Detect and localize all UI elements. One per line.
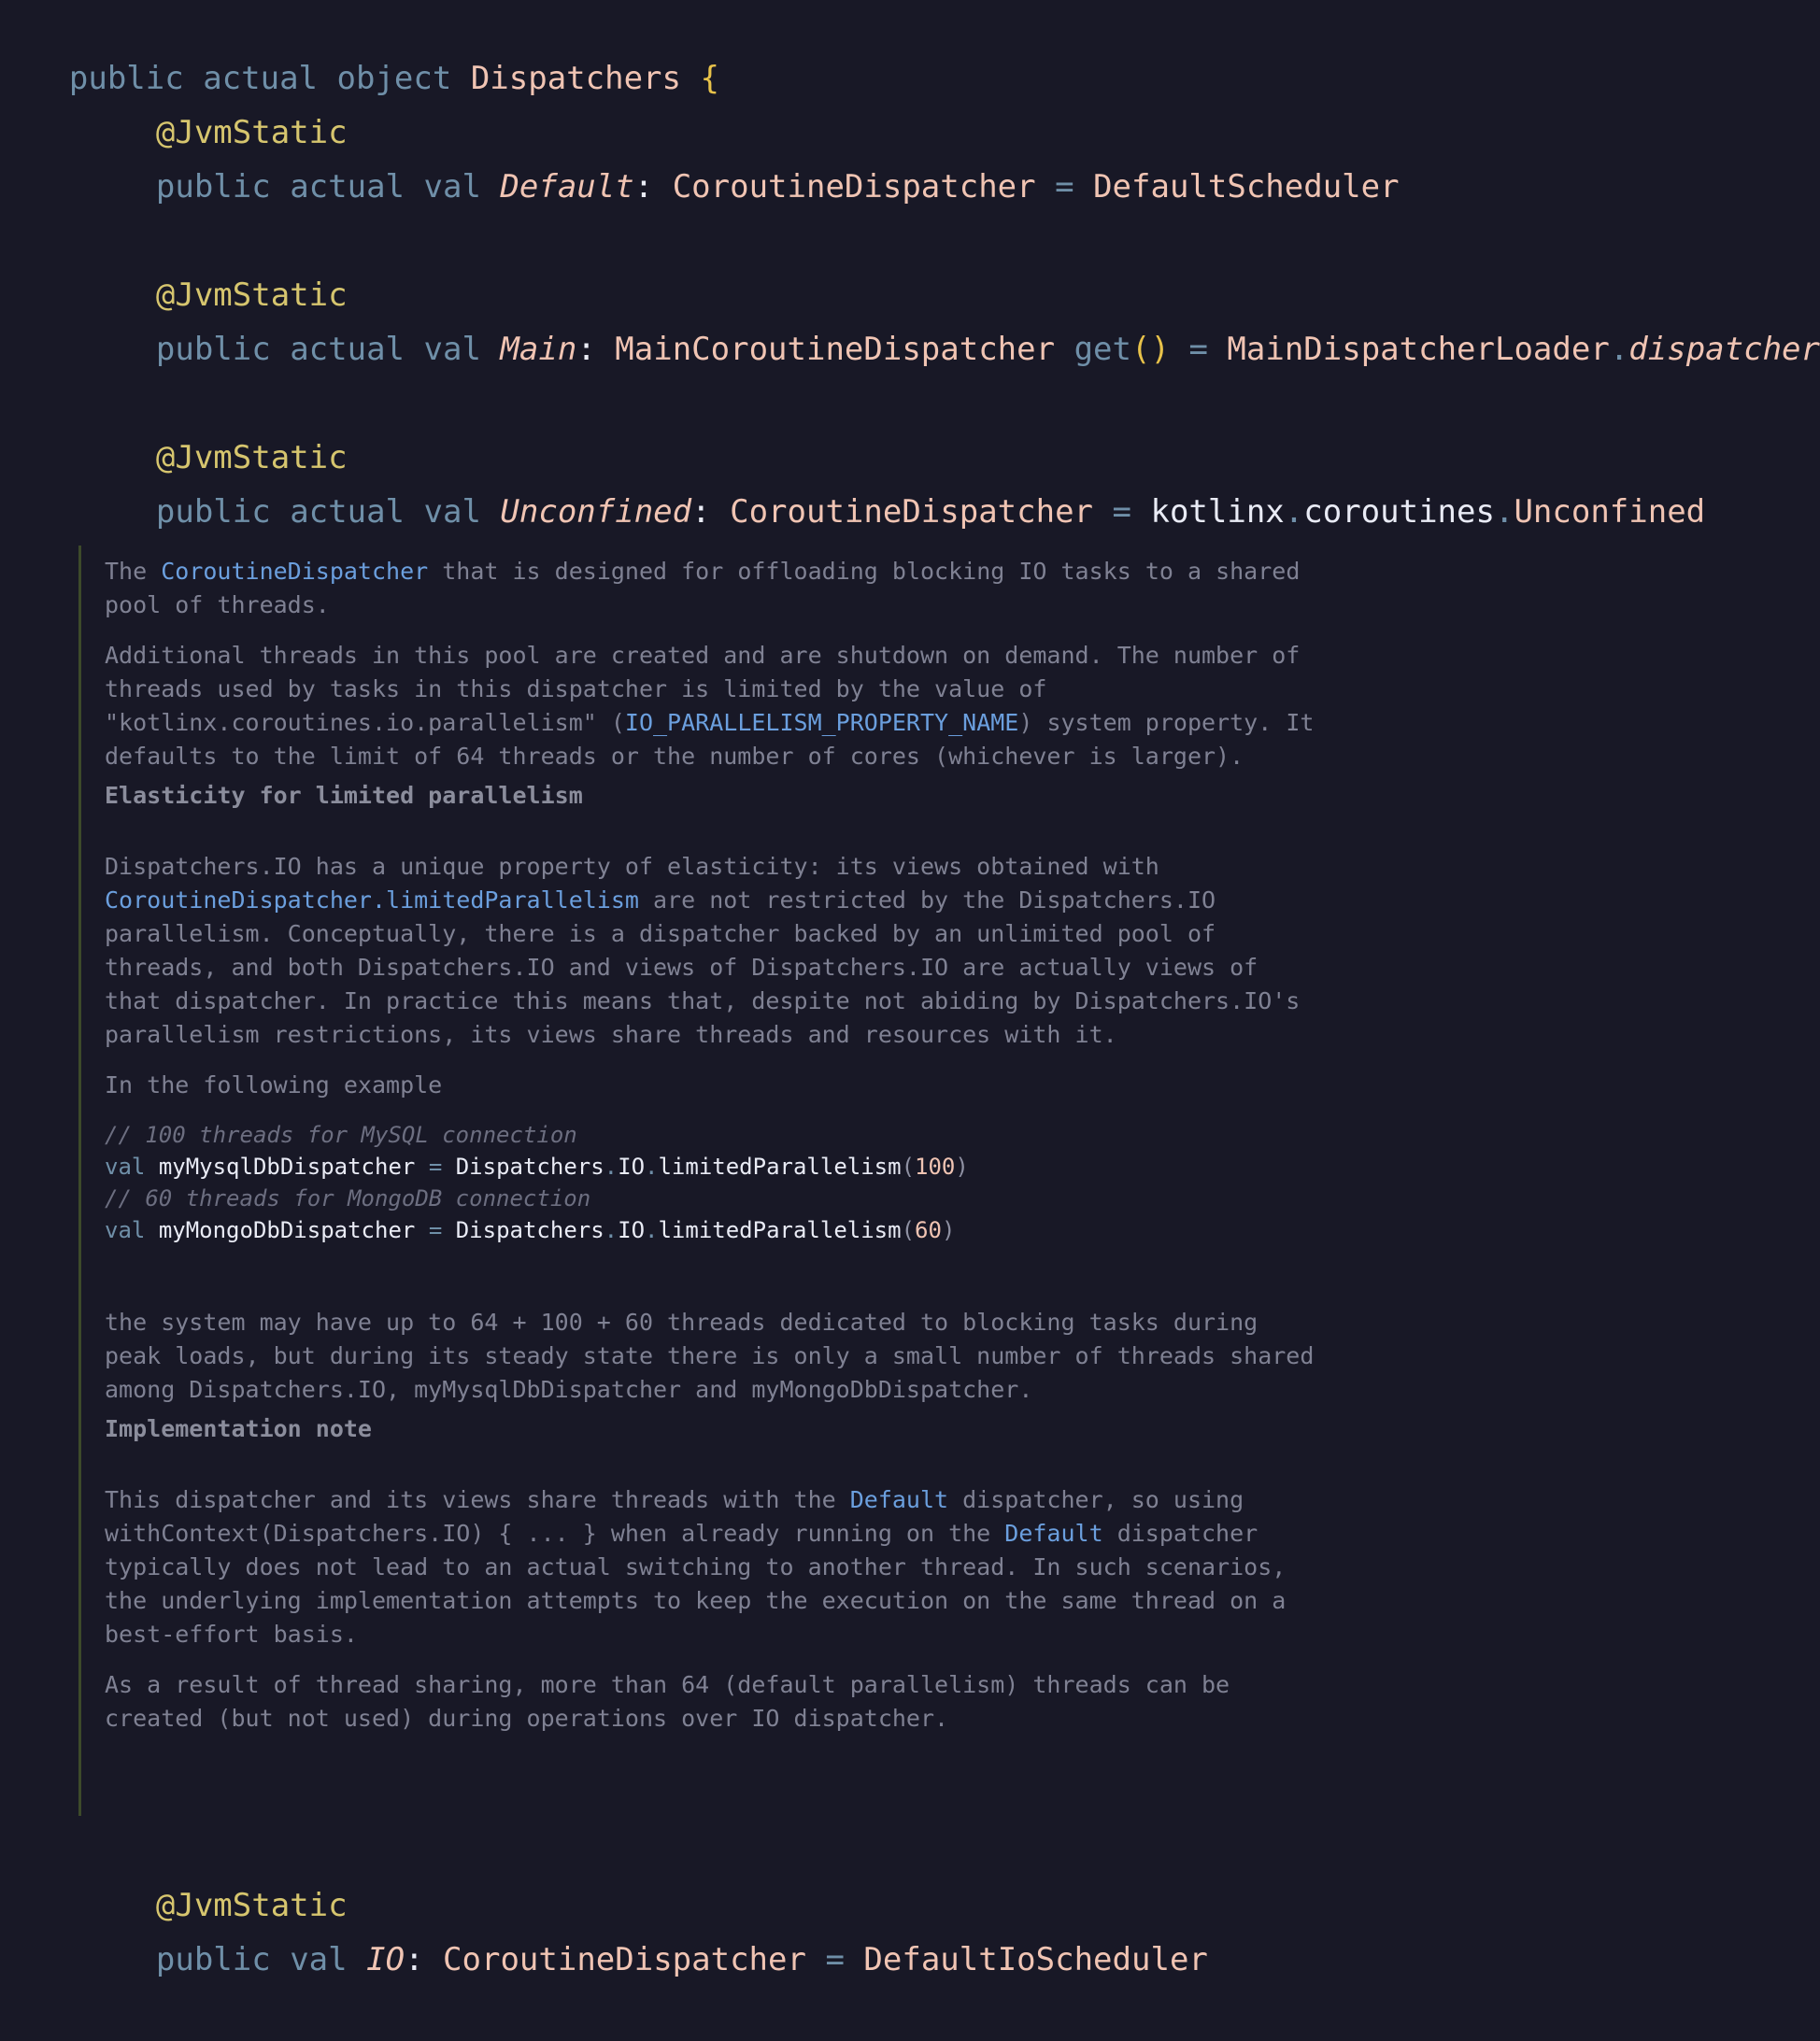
type-name: MainCoroutineDispatcher	[615, 331, 1056, 368]
property-name: IO	[366, 1941, 405, 1978]
code-line-annotation	[0, 214, 348, 314]
keyword: val	[423, 331, 481, 368]
rendered-doc-comment	[78, 546, 1315, 1816]
operator: =	[1112, 493, 1131, 531]
doc-text: are not restricted by the Dispatchers.IO parallelism. Conceptually, there is a dispatcher backed by an unlimited pool of threads, and both Dispatchers.IO and views of Dispatchers.IO are actually views of that dispatcher. In practice this means that, despite not abiding by Dispatchers.IO's parallelism restrictions, its views share threads and resources with it.	[105, 886, 1301, 1048]
type-name: CoroutineDispatcher	[730, 493, 1094, 531]
doc-paragraph	[105, 1483, 1319, 1651]
object-ref: Dispatchers	[455, 1217, 604, 1243]
colon: :	[405, 1941, 424, 1978]
keyword: actual	[290, 168, 405, 206]
code-line-io-decl	[0, 1878, 1208, 1978]
annotation: @JvmStatic	[155, 114, 348, 151]
operator: =	[1055, 168, 1074, 206]
keyword: public	[155, 493, 271, 531]
variable-name: myMongoDbDispatcher	[158, 1217, 416, 1243]
keyword: val	[423, 493, 481, 531]
operator: =	[1188, 331, 1208, 368]
doc-code-example	[105, 1119, 1319, 1246]
package-segment: kotlinx	[1150, 493, 1285, 531]
dot: .	[1284, 493, 1304, 531]
annotation: @JvmStatic	[155, 1887, 348, 1924]
dot: .	[645, 1154, 659, 1180]
doc-text: dispatcher, so using withContext(Dispatchers.IO) { ... } when already running on the	[105, 1486, 1244, 1547]
function-call: limitedParallelism	[658, 1154, 902, 1180]
value: DefaultScheduler	[1093, 168, 1400, 206]
property-name: Default	[500, 168, 634, 206]
paren: (	[901, 1217, 916, 1243]
object-ref: IO	[618, 1217, 646, 1243]
code-line-annotation	[0, 376, 348, 476]
keyword: val	[423, 168, 481, 206]
keyword: val	[290, 1941, 348, 1978]
keyword: actual	[290, 331, 405, 368]
keyword: actual	[290, 493, 405, 531]
package-segment: coroutines	[1303, 493, 1495, 531]
code-comment: // 60 threads for MongoDB connection	[105, 1185, 591, 1212]
value-property: dispatcher	[1628, 331, 1820, 368]
property-name: Unconfined	[500, 493, 692, 531]
code-line-object-decl	[0, 0, 719, 97]
number: 100	[915, 1154, 956, 1180]
keyword: object	[336, 60, 452, 97]
doc-paragraph: the system may have up to 64 + 100 + 60 threads dedicated to blocking tasks during peak loads, but during its steady state there is only a small number of threads shared among Dispatchers.IO, myMysqlDbDispatcher and myMongoDbDispatcher.	[105, 1309, 1315, 1403]
paren: )	[941, 1217, 956, 1243]
type-name: CoroutineDispatcher	[672, 168, 1036, 206]
value: DefaultIoScheduler	[863, 1941, 1208, 1978]
doc-link-default[interactable]: Default	[849, 1486, 949, 1513]
operator: =	[825, 1941, 845, 1978]
dot: .	[1609, 331, 1629, 368]
operator: =	[428, 1217, 443, 1243]
dot: .	[604, 1154, 619, 1180]
paren: (	[901, 1154, 916, 1180]
keyword: public	[155, 1941, 271, 1978]
code-line-default-decl	[0, 106, 1400, 206]
type-name: CoroutineDispatcher	[443, 1941, 806, 1978]
doc-heading: Implementation note	[105, 1415, 372, 1442]
getter: get	[1074, 331, 1131, 368]
dot: .	[604, 1217, 619, 1243]
doc-link-default[interactable]: Default	[1004, 1520, 1103, 1547]
doc-content	[105, 555, 1319, 1752]
number: 60	[915, 1217, 942, 1243]
doc-heading: Elasticity for limited parallelism	[105, 782, 583, 809]
annotation: @JvmStatic	[155, 439, 348, 476]
value: Unconfined	[1514, 493, 1706, 531]
doc-paragraph	[105, 555, 1319, 622]
variable-name: myMysqlDbDispatcher	[158, 1154, 416, 1180]
parens: ()	[1131, 331, 1170, 368]
operator: =	[428, 1154, 443, 1180]
doc-text: ) system property. It defaults to the limit of 64 threads or the number of cores (whichever is larger).	[105, 709, 1315, 770]
doc-link-limited-parallelism[interactable]: CoroutineDispatcher.limitedParallelism	[105, 886, 639, 914]
code-line-annotation	[0, 1824, 348, 1924]
doc-paragraph: In the following example	[105, 1071, 443, 1098]
keyword: val	[105, 1154, 146, 1180]
keyword: actual	[203, 60, 319, 97]
function-call: limitedParallelism	[658, 1217, 902, 1243]
code-comment: // 100 threads for MySQL connection	[105, 1122, 577, 1148]
doc-text: The	[105, 558, 162, 585]
keyword: public	[155, 331, 271, 368]
doc-text: Additional threads in this pool are created and are shutdown on demand. The number of threads used by tasks in this dispatcher is limited by the value of "kotlinx.coroutines.io.parallelism" (	[105, 642, 1301, 736]
keyword: val	[105, 1217, 146, 1243]
value-object: MainDispatcherLoader	[1227, 331, 1610, 368]
colon: :	[691, 493, 711, 531]
doc-text: This dispatcher and its views share threads with the	[105, 1486, 850, 1513]
keyword: public	[68, 60, 184, 97]
object-name: Dispatchers	[470, 60, 681, 97]
doc-link-coroutine-dispatcher[interactable]: CoroutineDispatcher	[161, 558, 429, 585]
doc-text: that is designed for offloading blocking IO tasks to a shared pool of threads.	[105, 558, 1301, 618]
doc-paragraph	[105, 850, 1319, 1052]
code-line-annotation	[0, 51, 348, 151]
object-ref: IO	[618, 1154, 646, 1180]
colon: :	[576, 331, 596, 368]
doc-paragraph: As a result of thread sharing, more than 64 (default parallelism) threads can be created (but not used) during operations over IO dispatcher.	[105, 1671, 1230, 1732]
doc-text: dispatcher typically does not lead to an actual switching to another thread. In such scenarios, the underlying implementation attempts to keep the execution on the same thread on a best-effort basis.	[105, 1520, 1287, 1648]
object-ref: Dispatchers	[455, 1154, 604, 1180]
keyword: public	[155, 168, 271, 206]
doc-link-io-parallelism-property[interactable]: IO_PARALLELISM_PROPERTY_NAME	[624, 709, 1019, 736]
doc-paragraph	[105, 639, 1319, 773]
paren: )	[955, 1154, 969, 1180]
code-line-main-decl	[0, 268, 1820, 368]
dot: .	[1494, 493, 1514, 531]
colon: :	[633, 168, 654, 206]
dot: .	[645, 1217, 659, 1243]
annotation: @JvmStatic	[155, 276, 348, 314]
code-line-unconfined-decl	[0, 431, 1706, 531]
property-name: Main	[500, 331, 577, 368]
doc-text: Dispatchers.IO has a unique property of elasticity: its views obtained with	[105, 853, 1159, 880]
brace: {	[700, 60, 719, 97]
